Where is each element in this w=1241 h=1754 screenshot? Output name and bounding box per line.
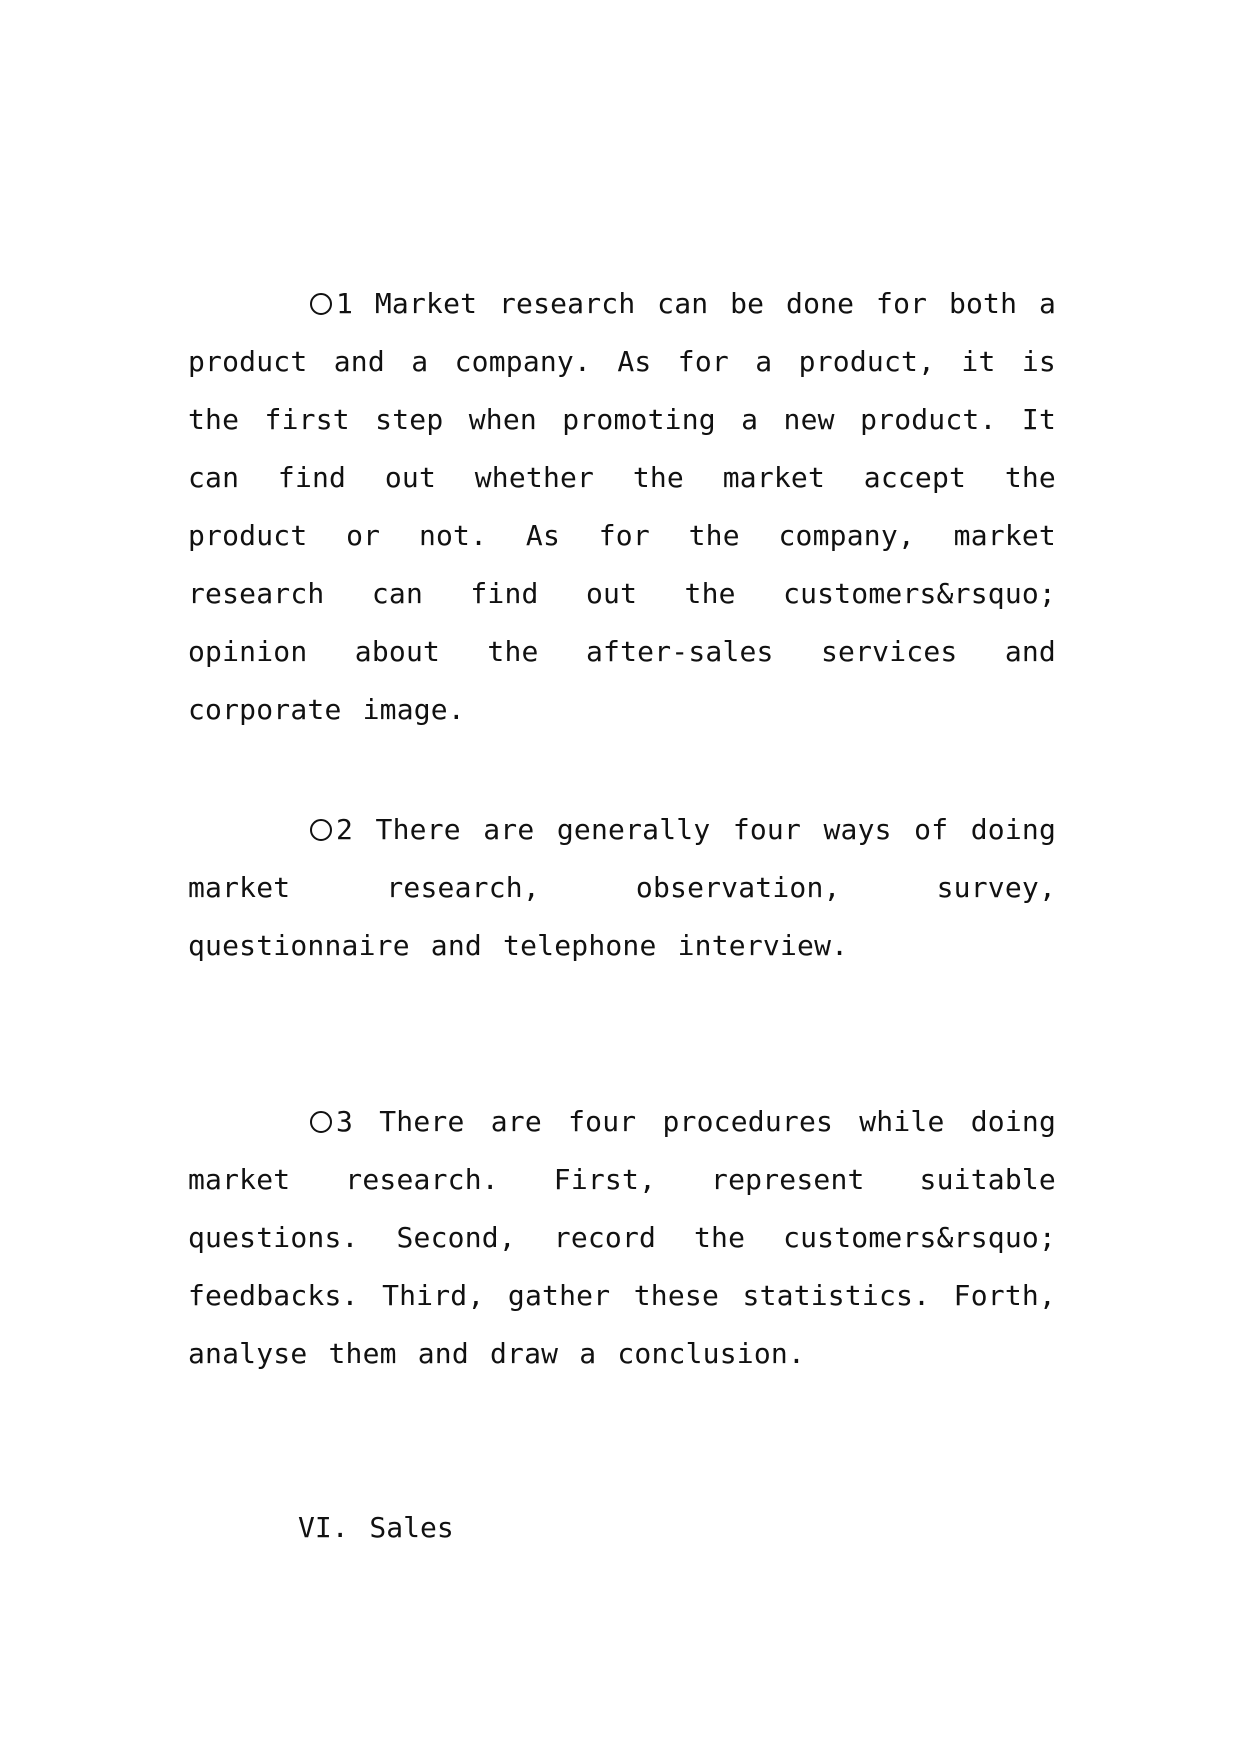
paragraph-text: There are four procedures while doing market research. First, represent suitable questions. Second, record the customers&rsquo; feedbacks. Third, gather these statistics. Forth, analyse them and draw a conclusion. bbox=[188, 1105, 1056, 1370]
paragraph-number: 3 bbox=[336, 1105, 354, 1138]
paragraph-number: 2 bbox=[336, 813, 354, 846]
section-heading: VI. Sales bbox=[298, 1511, 454, 1544]
circle-marker-icon bbox=[310, 819, 332, 841]
paragraph-number: 1 bbox=[336, 287, 354, 320]
paragraph-2 bbox=[188, 801, 1056, 975]
paragraph-text: Market research can be done for both a product and a company. As for a product, it is the first step when promoting a new product. It can find out whether the market accept the product or not. As for the company, market research can find out the customers&rsquo; opinion about the after-sales services and corporate image. bbox=[188, 287, 1057, 726]
circle-marker-icon bbox=[310, 1111, 332, 1133]
paragraph-text: There are generally four ways of doing market research, observation, survey, questionnaire and telephone interview. bbox=[188, 813, 1057, 962]
paragraph-3 bbox=[188, 1093, 1056, 1383]
circle-marker-icon bbox=[310, 293, 332, 315]
paragraph-1 bbox=[188, 275, 1056, 739]
